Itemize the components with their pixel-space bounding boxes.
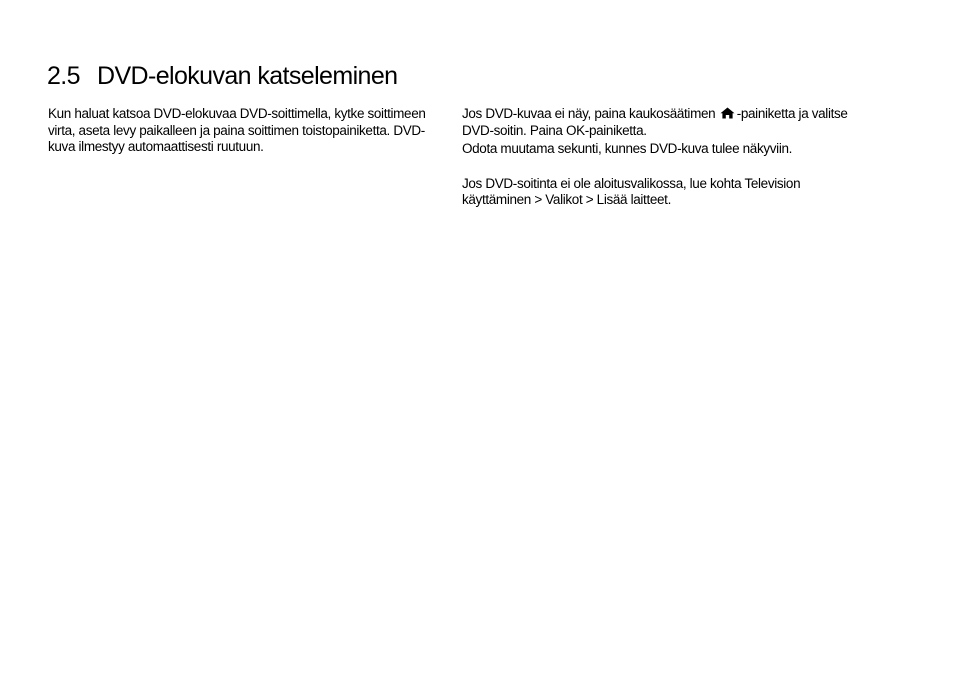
- intro-paragraph: Kun haluat katsoa DVD-elokuvaa DVD-soittimella, kytke soittimeen virta, aseta levy paikalleen ja paina soittimen toistopainiketta. DVD-kuva ilmestyy automaattisesti ruutuun.: [48, 106, 426, 154]
- section-number: 2.5: [47, 62, 80, 90]
- instruction-paragraph: [462, 106, 862, 139]
- instruction-text-start: Jos DVD-kuvaa ei näy, paina kaukosäätimen: [462, 106, 719, 121]
- reference-paragraph: Jos DVD-soitinta ei ole aloitusvalikossa, lue kohta Television käyttäminen > Valikot > Lisää laitteet.: [462, 175, 801, 207]
- section-heading: [47, 60, 397, 92]
- section-title: DVD-elokuvan katseleminen: [97, 62, 398, 90]
- wait-paragraph: Odota muutama sekunti, kunnes DVD-kuva tulee näkyviin.: [462, 141, 793, 156]
- home-icon: [720, 107, 735, 119]
- left-column: [48, 106, 428, 156]
- right-column: [462, 106, 862, 209]
- instruction-text-end: -painiketta ja valitse DVD-soitin. Paina OK-painiketta.: [462, 106, 848, 138]
